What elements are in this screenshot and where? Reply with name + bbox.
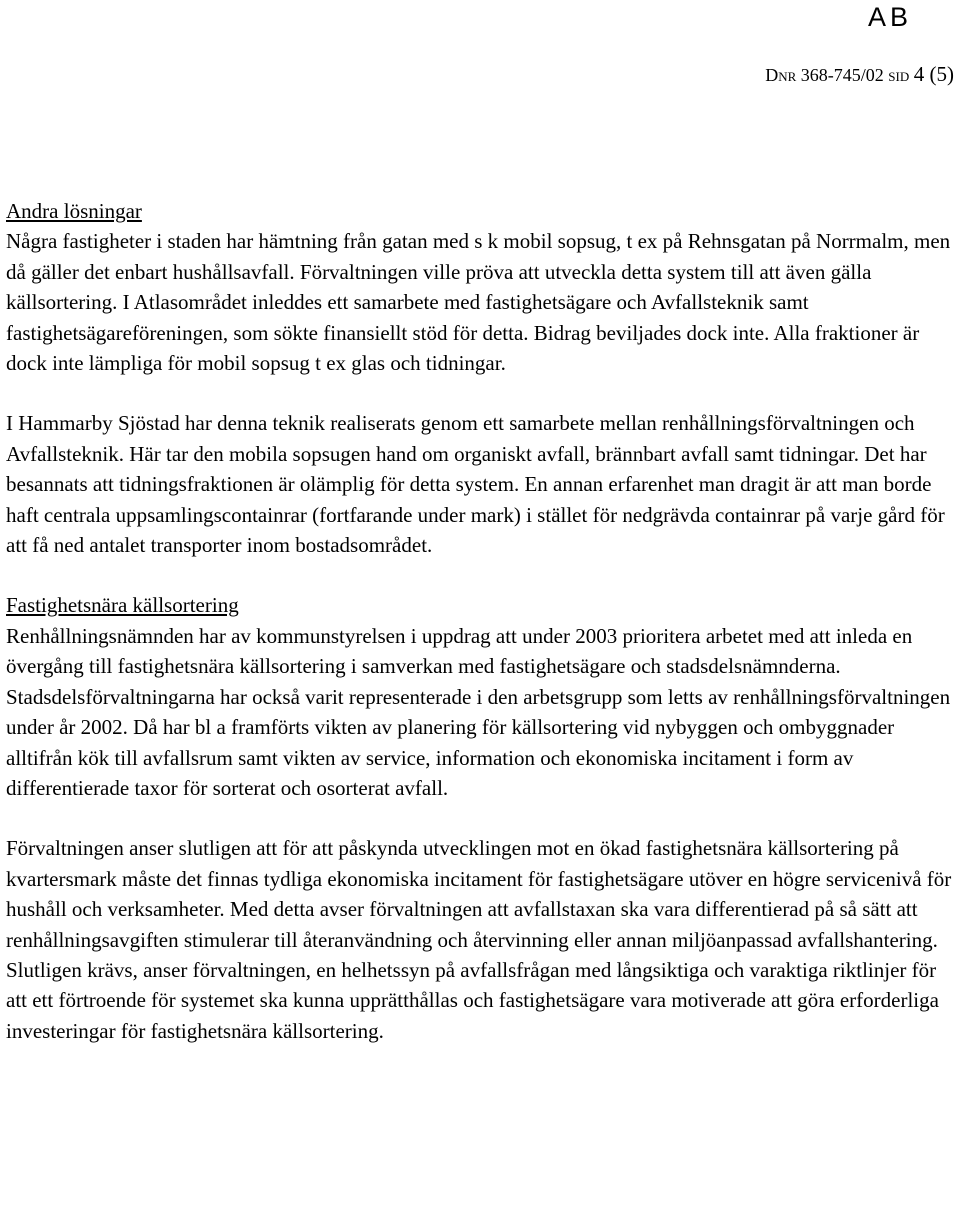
dnr-number: 368-745/02 bbox=[800, 65, 884, 85]
section-spacer bbox=[6, 560, 958, 590]
section-heading: Fastighetsnära källsortering bbox=[6, 593, 239, 618]
sid-label: sid bbox=[888, 65, 910, 85]
paragraph-spacer bbox=[6, 803, 958, 833]
document-body bbox=[6, 196, 958, 1046]
section-andra-losningar bbox=[6, 196, 958, 560]
document-reference bbox=[765, 62, 954, 87]
section-heading: Andra lösningar bbox=[6, 199, 142, 223]
section-fastighetsnara-kallsortering bbox=[6, 590, 958, 1046]
body-paragraph: Förvaltningen anser slutligen att för att påskynda utvecklingen mot en ökad fastighetsnära källsortering på kvartersmark måste det finnas tydliga ekonomiska incitament för fastighetsägare utöver en högre servicenivå för hushåll och verksamheter. Med detta avser förvaltningen att avfallstaxan ska vara differentierad på så sätt att renhållningsavgiften stimulerar till återanvändning och återvinning eller annan miljöanpassad avfallshantering. Slutligen krävs, anser förvaltningen, en helhetssyn på avfallsfrågan med långsiktiga och varaktiga riktlinjer för att ett förtroende för systemet ska kunna upprätthållas och fastighetsägare vara motiverade att göra erforderliga investeringar för fastighetsnära källsortering. bbox=[6, 836, 952, 1043]
organization-logo: AB bbox=[868, 2, 913, 32]
dnr-label: Dnr bbox=[765, 65, 797, 85]
page-number: 4 (5) bbox=[913, 62, 954, 86]
body-paragraph: Några fastigheter i staden har hämtning från gatan med s k mobil sopsug, t ex på Rehnsgatan på Norrmalm, men då gäller det enbart hushållsavfall. Förvaltningen ville pröva att utveckla detta system till att även gälla källsortering. I Atlasområdet inleddes ett samarbete med fastighetsägare och Avfallsteknik samt fastighetsägareföreningen, som sökte finansiellt stöd för detta. Bidrag beviljades dock inte. Alla fraktioner är dock inte lämpliga för mobil sopsug t ex glas och tidningar. bbox=[6, 229, 951, 376]
body-paragraph: I Hammarby Sjöstad har denna teknik realiserats genom ett samarbete mellan renhållningsförvaltningen och Avfallsteknik. Här tar den mobila sopsugen hand om organiskt avfall, brännbart avfall samt tidningar. Det har besannats att tidningsfraktionen är olämplig för detta system. En annan erfarenhet man dragit är att man borde haft centrala uppsamlingscontainrar (fortfarande under mark) i stället för nedgrävda containrar på varje gård för att få ned antalet transporter inom bostadsområdet. bbox=[6, 411, 945, 558]
paragraph-spacer bbox=[6, 378, 958, 408]
body-paragraph: Renhållningsnämnden har av kommunstyrelsen i uppdrag att under 2003 prioritera arbetet med att inleda en övergång till fastighetsnära källsortering i samverkan med fastighetsägare och stadsdelsnämnderna. Stadsdelsförvaltningarna har också varit representerade i den arbetsgrupp som letts av renhållningsförvaltningen under år 2002. Då har bl a framförts vikten av planering för källsortering vid nybyggen och ombyggnader alltifrån kök till avfallsrum samt vikten av service, information och ekonomiska incitament i form av differentierade taxor för sorterat och osorterat avfall. bbox=[6, 623, 951, 800]
